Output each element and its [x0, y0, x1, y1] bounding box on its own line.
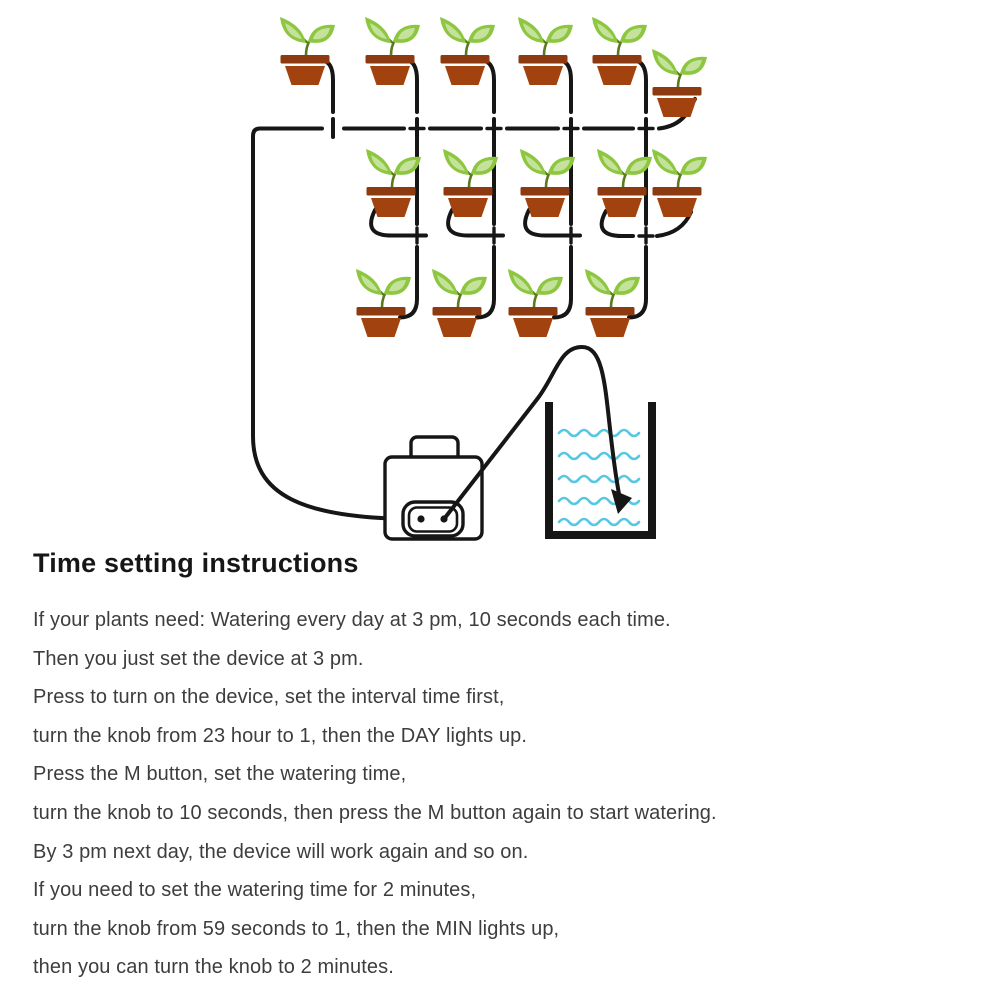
plant-pot-icon [366, 149, 421, 217]
plant-pot-icon [508, 269, 563, 337]
wave-icon [559, 453, 639, 459]
wave-icon [559, 519, 639, 525]
container-right-wall [648, 402, 656, 539]
instruction-line: turn the knob to 10 seconds, then press the M button again to start watering. [33, 801, 717, 824]
plant-pot-icon [365, 17, 420, 85]
tube-connector-dot [440, 515, 447, 522]
container-bottom [545, 531, 656, 539]
plant-pot-icon [585, 269, 640, 337]
plant-pot-icon [597, 149, 652, 217]
plant-pot-icon [443, 149, 498, 217]
plant-pot-icon [356, 269, 411, 337]
instruction-line: then you can turn the knob to 2 minutes. [33, 956, 394, 979]
tube-connector-dot [417, 515, 424, 522]
container-left-wall [545, 402, 553, 539]
plant-pot-icon [520, 149, 575, 217]
plant-pot-icon [652, 49, 707, 117]
instruction-line: Press the M button, set the watering time, [33, 763, 407, 786]
wave-icon [559, 430, 639, 436]
instruction-line: turn the knob from 59 seconds to 1, then the MIN lights up, [33, 917, 560, 940]
instruction-line: turn the knob from 23 hour to 1, then the DAY lights up. [33, 724, 528, 747]
tube-arrow-icon [611, 489, 632, 514]
plant-pot-icon [592, 17, 647, 85]
instruction-line: Press to turn on the device, set the interval time first, [33, 686, 505, 709]
plant-pot-icon [432, 269, 487, 337]
plant-pot-icon [652, 149, 707, 217]
water-container [545, 402, 656, 539]
water-waves [559, 430, 639, 525]
instruction-line: If your plants need: Watering every day at 3 pm, 10 seconds each time. [33, 609, 671, 631]
instruction-line: Then you just set the device at 3 pm. [33, 647, 364, 670]
wave-icon [559, 476, 639, 482]
plant-pot-icon [518, 17, 573, 85]
instruction-line: If you need to set the watering time for 2 minutes, [33, 879, 477, 902]
instruction-line: By 3 pm next day, the device will work again and so on. [33, 840, 529, 863]
plant-pot-icon [440, 17, 495, 85]
instructions-block [33, 548, 983, 987]
instructions-heading: Time setting instructions [33, 548, 359, 578]
plant-pot-icon [280, 17, 335, 85]
